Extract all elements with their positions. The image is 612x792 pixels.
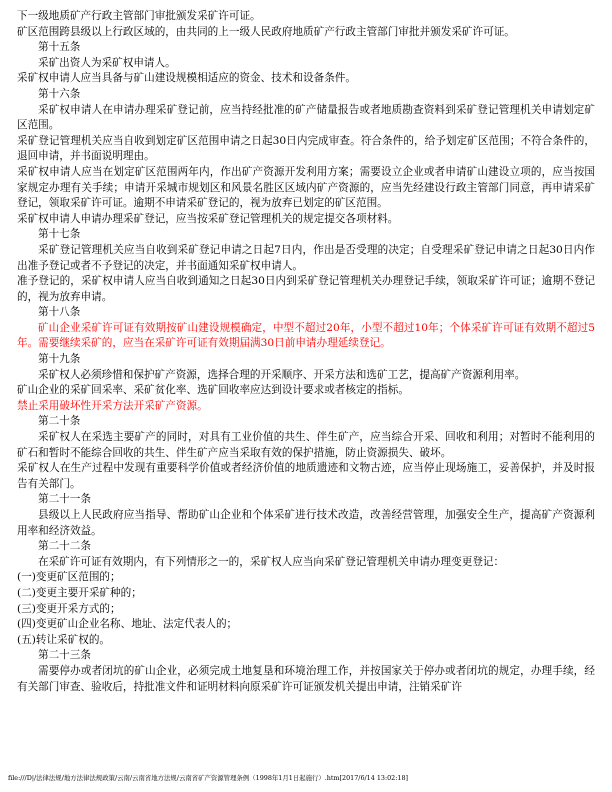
paragraph: 采矿权申请人申请办理采矿登记，应当按采矿登记管理机关的规定提交各项材料。 (17, 212, 399, 225)
paragraph: 采矿权申请人在申请办理采矿登记前，应当持经批准的矿产储量报告或者地质勘查资料到采矿登记管理机关申请划定矿区范围。 (17, 103, 595, 132)
paragraph: 矿山企业的采矿回采率、采矿贫化率、选矿回收率应达到设计要求或者核定的指标。 (17, 384, 409, 397)
paragraph: 采矿登记管理机关应当自收到采矿登记申请之日起7日内，作出是否受理的决定；自受理采矿登记申请之日起30日内作出准予登记或者不予登记的决定，并书面通知采矿权申请人。 (17, 243, 595, 272)
paragraph: 在采矿许可证有效期内，有下列情形之一的，采矿权人应当向采矿登记管理机关申请办理变更登记： (38, 555, 505, 568)
article-heading: 第十六条 (38, 87, 81, 100)
page-footer-path: file:///D|/法律法规/地方法律法规政策/云南/云南省地方法规/云南省矿产资源管理条例（1998年1月1日起施行）.htm[2017/6/14 13:02:18] (8, 774, 409, 782)
article-heading: 第十八条 (38, 306, 81, 319)
paragraph: 采矿权申请人应当具备与矿山建设规模相适应的资金、技术和设备条件。 (17, 72, 356, 85)
paragraph: 禁止采用破坏性开采方法开采矿产资源。 (17, 399, 208, 412)
paragraph: (二)变更主要开采矿种的； (17, 586, 142, 599)
paragraph: 县级以上人民政府应当指导、帮助矿山企业和个体采矿进行技术改造，改善经营管理，加强安全生产，提高矿产资源利用率和经济效益。 (17, 509, 595, 537)
paragraph: (一)变更矿区范围的； (17, 571, 121, 584)
article-heading: 第十九条 (38, 353, 81, 366)
paragraph: 需要停办或者闭坑的矿山企业，必须完成土地复垦和环境治理工作，并按国家关于停办或者闭坑的规定，办理手续，经有关部门审查、验收后，持批准文件和证明材料向原采矿许可证颁发机关提出申请，注销采矿许 (17, 664, 595, 693)
article-heading: 第十五条 (38, 41, 81, 54)
paragraph: 采矿权人必须珍惜和保护矿产资源，选择合理的开采顺序、开采方法和选矿工艺，提高矿产资源利用率。 (38, 368, 526, 381)
article-heading: 第二十二条 (38, 540, 91, 553)
paragraph: 下一级地质矿产行政主管部门审批颁发采矿许可证。 (17, 10, 261, 22)
paragraph: 采矿登记管理机关应当自收到划定矿区范围申请之日起30日内完成审查。符合条件的，给予划定矿区范围；不符合条件的，退回申请，并书面说明理由。 (17, 134, 595, 163)
paragraph: 准予登记的，采矿权申请人应当自收到通知之日起30日内到采矿登记管理机关办理登记手续，领取采矿许可证；逾期不登记的，视为放弃申请。 (17, 275, 595, 303)
paragraph: (四)变更矿山企业名称、地址、法定代表人的； (17, 618, 238, 631)
paragraph: 采矿权申请人应当在划定矿区范围两年内，作出矿产资源开发利用方案；需要设立企业或者申请矿山建设立项的，应当按国家规定办理有关手续；申请开采城市规划区和风景名胜区区域内矿产资源的，应当先经建设行政主管部门同意，再申请采矿登记，领取采矿许可证。逾期不申请采矿登记的，视为放弃已划定的矿区范围。 (17, 165, 595, 210)
article-heading: 第十七条 (38, 228, 81, 241)
paragraph: 矿区范围跨县级以上行政区域的，由共同的上一级人民政府地质矿产行政主管部门审批并颁发采矿许可证。 (17, 25, 515, 38)
article-heading: 第二十一条 (38, 493, 91, 506)
paragraph: 采矿权人在生产过程中发现有重要科学价值或者经济价值的地质遗迹和文物古迹，应当停止现场施工，妥善保护，并及时报告有关部门。 (17, 462, 595, 490)
paragraph: 采矿权人在采选主要矿产的同时，对具有工业价值的共生、伴生矿产，应当综合开采、回收和利用；对暂时不能利用的矿石和暂时不能综合回收的共生、伴生矿产应当采取有效的保护措施，防止资源损失、破坏。 (17, 431, 595, 459)
paragraph: 矿山企业采矿许可证有效期按矿山建设规模确定，中型不超过20年，小型不超过10年；个体采矿许可证有效期不超过5年。需要继续采矿的，应当在采矿许可证有效期届满30日前申请办理延续登记。 (17, 321, 595, 350)
document-body (17, 9, 595, 695)
paragraph: (三)变更开采方式的； (17, 602, 121, 615)
paragraph: 采矿出资人为采矿权申请人。 (38, 56, 176, 69)
article-heading: 第二十三条 (38, 649, 91, 662)
article-heading: 第二十条 (38, 415, 81, 428)
paragraph: (五)转让采矿权的。 (17, 633, 111, 646)
